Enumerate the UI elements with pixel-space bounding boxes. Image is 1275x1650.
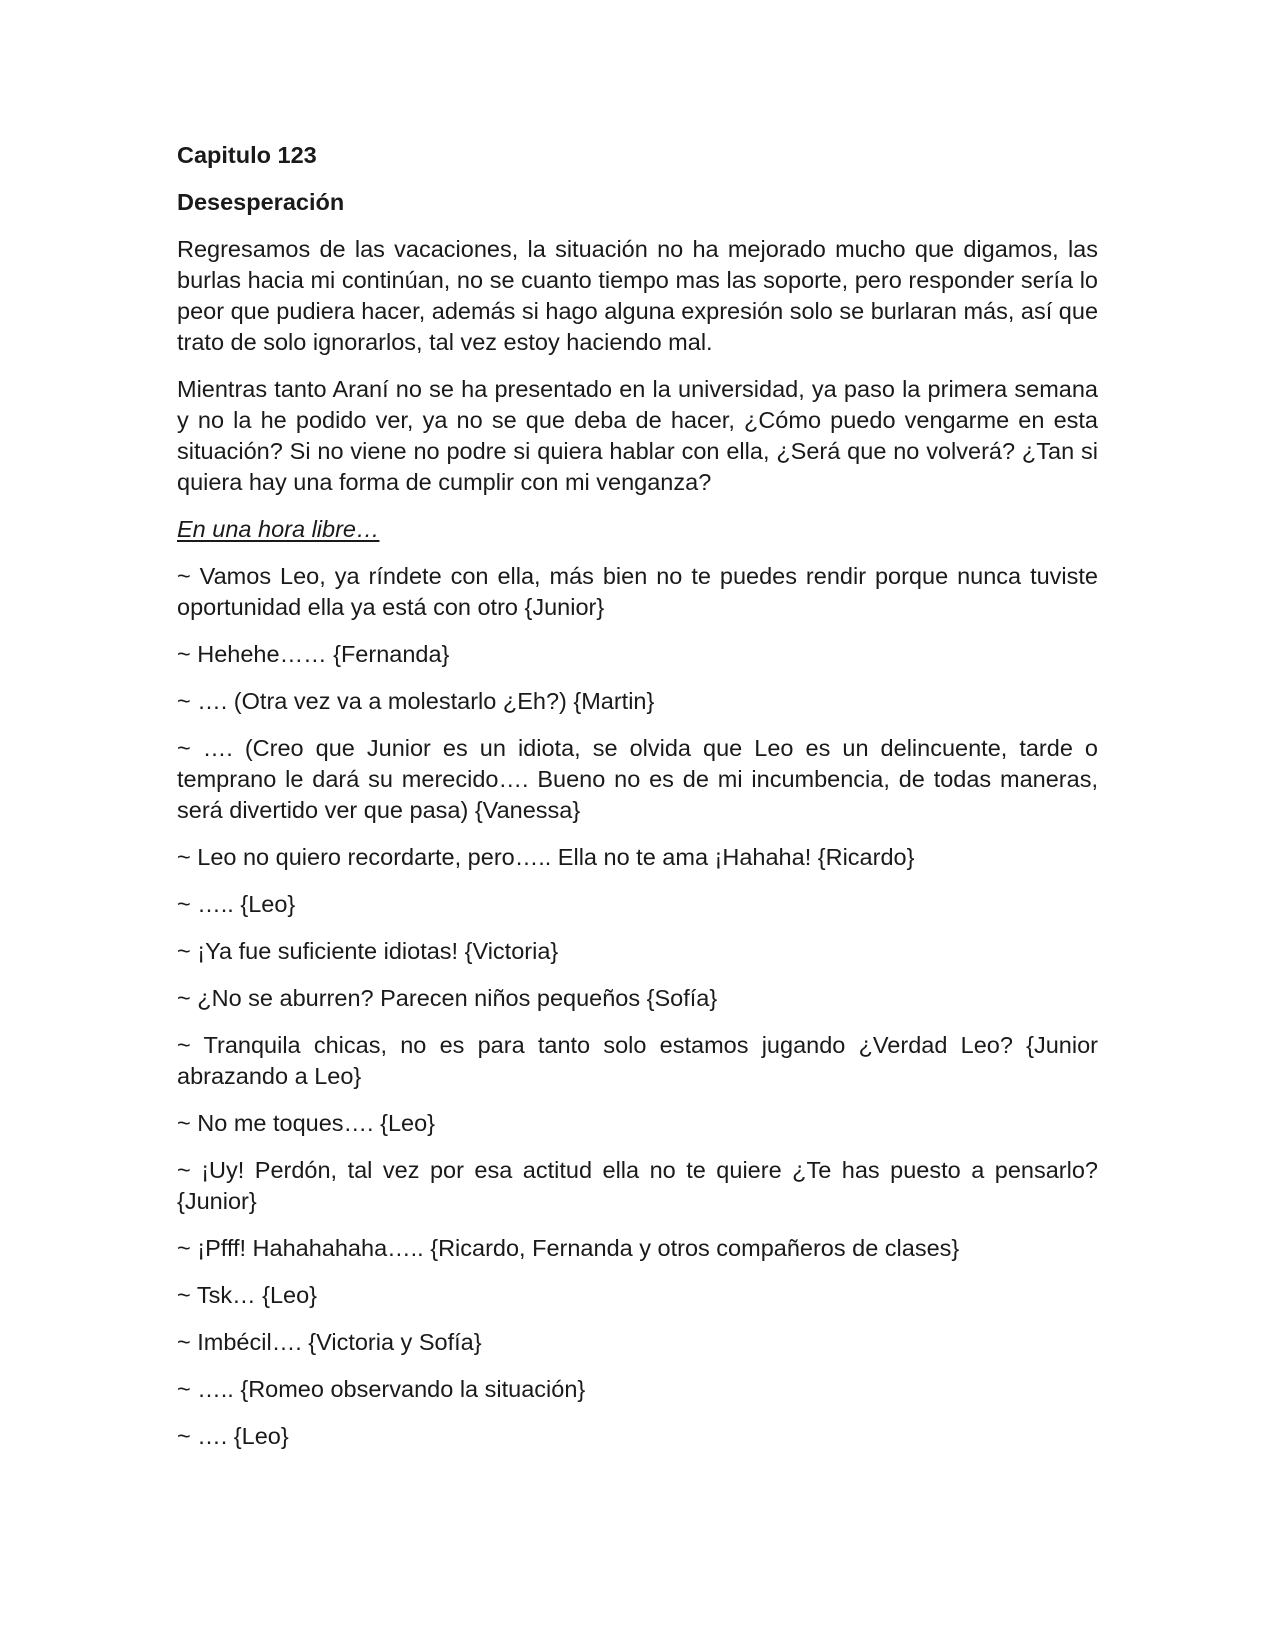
chapter-title: Capitulo 123 (177, 142, 317, 168)
dialogue-line: ~ …. (Otra vez va a molestarlo ¿Eh?) {Martin} (177, 688, 655, 714)
chapter-subtitle: Desesperación (177, 189, 345, 215)
dialogue-line: ~ ¡Pfff! Hahahahaha….. {Ricardo, Fernanda y otros compañeros de clases} (177, 1235, 960, 1261)
dialogue-line: ~ ¡Ya fue suficiente idiotas! {Victoria} (177, 938, 559, 964)
dialogue-line: ~ Hehehe…… {Fernanda} (177, 641, 450, 667)
scene-marker: En una hora libre… (177, 516, 380, 542)
narrative-paragraph: Regresamos de las vacaciones, la situación no ha mejorado mucho que digamos, las burlas hacia mi continúan, no se cuanto tiempo mas las soporte, pero responder sería lo peor que pudiera hacer, además si hago alguna expresión solo se burlaran más, así que trato de solo ignorarlos, tal vez estoy haciendo mal. (177, 236, 1099, 355)
dialogue-line: ~ …. (Creo que Junior es un idiota, se olvida que Leo es un delincuente, tarde o temprano le dará su merecido…. Bueno no es de mi incumbencia, de todas maneras, será divertido ver que pasa) {Vanessa} (177, 735, 1098, 823)
dialogue-line: ~ ….. {Leo} (177, 891, 296, 917)
dialogue-line: ~ ¡Uy! Perdón, tal vez por esa actitud ella no te quiere ¿Te has puesto a pensarlo? {Junior} (177, 1157, 1098, 1214)
document-page (177, 140, 1098, 1468)
dialogue-line: ~ Tsk… {Leo} (177, 1282, 318, 1308)
narrative-paragraph: Mientras tanto Araní no se ha presentado en la universidad, ya paso la primera semana y no la he podido ver, ya no se que deba de hacer, ¿Cómo puedo vengarme en esta situación? Si no viene no podre si quiera hablar con ella, ¿Será que no volverá? ¿Tan si quiera hay una forma de cumplir con mi venganza? (177, 376, 1098, 495)
dialogue-line: ~ Leo no quiero recordarte, pero….. Ella no te ama ¡Hahaha! {Ricardo} (177, 844, 915, 870)
dialogue-line: ~ No me toques…. {Leo} (177, 1110, 436, 1136)
dialogue-line: ~ ¿No se aburren? Parecen niños pequeños {Sofía} (177, 985, 718, 1011)
dialogue-line: ~ Tranquila chicas, no es para tanto solo estamos jugando ¿Verdad Leo? {Junior abrazando a Leo} (177, 1032, 1098, 1089)
dialogue-line: ~ ….. {Romeo observando la situación} (177, 1376, 586, 1402)
dialogue-line: ~ Vamos Leo, ya ríndete con ella, más bien no te puedes rendir porque nunca tuviste oportunidad ella ya está con otro {Junior} (177, 563, 1098, 620)
dialogue-line: ~ …. {Leo} (177, 1423, 289, 1449)
dialogue-line: ~ Imbécil…. {Victoria y Sofía} (177, 1329, 482, 1355)
